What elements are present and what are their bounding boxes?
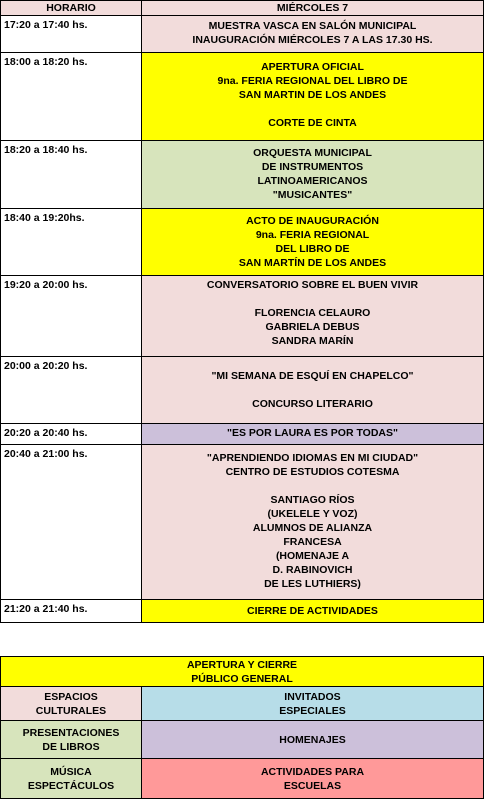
time-cell: 18:20 a 18:40 hs. (1, 141, 142, 209)
legend-line: ESCUELAS (283, 779, 342, 792)
legend-row (1, 657, 484, 687)
activity-line (142, 383, 483, 397)
schedule-row (1, 141, 484, 209)
legend-espacios-culturales (1, 687, 142, 721)
activity-line: SAN MARTÍN DE LOS ANDES (238, 257, 387, 269)
legend-line: APERTURA Y CIERRE (186, 658, 298, 671)
activity-line: APERTURA OFICIAL (261, 61, 364, 73)
activity-cell (142, 357, 484, 424)
time-cell: 18:00 a 18:20 hs. (1, 53, 142, 141)
activity-cell (142, 276, 484, 357)
legend-apertura-cierre (1, 657, 484, 687)
activity-line: ACTO DE INAUGURACIÓN (246, 215, 379, 227)
activity-line: FRANCESA (283, 536, 342, 548)
activity-line (142, 292, 483, 306)
activity-line: SANDRA MARÍN (271, 335, 354, 347)
activity-line: "MI SEMANA DE ESQUÍ EN CHAPELCO" (211, 370, 414, 382)
legend-line: CULTURALES (35, 704, 107, 717)
legend-line: PRESENTACIONES (22, 726, 120, 739)
schedule-row (1, 209, 484, 276)
activity-line: FLORENCIA CELAURO (254, 307, 371, 319)
activity-cell (142, 16, 484, 53)
schedule-row (1, 445, 484, 600)
activity-line: (UKELELE Y VOZ) (267, 508, 358, 520)
activity-line: "APRENDIENDO IDIOMAS EN MI CIUDAD" (206, 452, 419, 464)
legend-musica-espectaculos (1, 759, 142, 799)
legend-line: ACTIVIDADES PARA (260, 765, 365, 778)
legend-line: HOMENAJES (279, 733, 346, 746)
activity-cell (142, 209, 484, 276)
activity-line: (HOMENAJE A (275, 550, 350, 562)
activity-line (142, 479, 483, 493)
time-column-header: HORARIO (1, 1, 142, 16)
legend-row (1, 721, 484, 759)
activity-line: MUESTRA VASCA EN SALÓN MUNICIPAL (208, 20, 417, 32)
legend-presentaciones-libros (1, 721, 142, 759)
schedule-row (1, 600, 484, 623)
schedule-row (1, 424, 484, 445)
activity-cell (142, 424, 484, 445)
legend-line: ESPACIOS (44, 690, 98, 703)
legend-line: INVITADOS (284, 690, 341, 703)
activity-line: DE LES LUTHIERS) (264, 578, 361, 590)
activity-line: SANTIAGO RÍOS (270, 494, 355, 506)
time-cell: 20:40 a 21:00 hs. (1, 445, 142, 600)
activity-line: ORQUESTA MUNICIPAL (253, 147, 372, 159)
day-column-header: MIÉRCOLES 7 (142, 1, 484, 16)
activity-line: CORTE DE CINTA (268, 117, 357, 129)
activity-line: D. RABINOVICH (272, 564, 353, 576)
activity-line: CONVERSATORIO SOBRE EL BUEN VIVIR (206, 279, 419, 291)
activity-line: DE INSTRUMENTOS (261, 161, 364, 173)
schedule-row (1, 276, 484, 357)
schedule-row (1, 53, 484, 141)
activity-line: 9na. FERIA REGIONAL (255, 229, 370, 241)
activity-line: "ES POR LAURA ES POR TODAS" (227, 427, 398, 439)
activity-line: CONCURSO LITERARIO (252, 398, 373, 410)
activity-line: LATINOAMERICANOS (257, 175, 368, 187)
time-cell: 20:00 a 20:20 hs. (1, 357, 142, 424)
activity-cell (142, 445, 484, 600)
legend-actividades-escuelas (142, 759, 484, 799)
legend-line: ESPECTÁCULOS (27, 779, 115, 792)
activity-line (142, 102, 483, 116)
legend-line: DE LIBROS (42, 740, 100, 753)
legend-line: MÚSICA (50, 765, 92, 778)
activity-line: INAUGURACIÓN MIÉRCOLES 7 A LAS 17.30 HS. (192, 34, 433, 46)
legend-line: ESPECIALES (279, 704, 346, 717)
legend-line: PÚBLICO GENERAL (191, 672, 293, 685)
time-cell: 18:40 a 19:20hs. (1, 209, 142, 276)
legend-invitados-especiales (142, 687, 484, 721)
time-cell: 20:20 a 20:40 hs. (1, 424, 142, 445)
activity-line: "MUSICANTES" (272, 189, 353, 201)
activity-line: 9na. FERIA REGIONAL DEL LIBRO DE (217, 75, 408, 87)
activity-line: ALUMNOS DE ALIANZA (252, 522, 373, 534)
header-row (1, 1, 484, 16)
time-cell: 21:20 a 21:40 hs. (1, 600, 142, 623)
activity-line: SAN MARTIN DE LOS ANDES (238, 89, 387, 101)
activity-line: CENTRO DE ESTUDIOS COTESMA (225, 466, 400, 478)
activity-cell (142, 53, 484, 141)
activity-cell (142, 141, 484, 209)
schedule-row (1, 16, 484, 53)
schedule-row (1, 357, 484, 424)
activity-cell (142, 600, 484, 623)
legend-homenajes (142, 721, 484, 759)
activity-line: DEL LIBRO DE (275, 243, 350, 255)
time-cell: 19:20 a 20:00 hs. (1, 276, 142, 357)
time-cell: 17:20 a 17:40 hs. (1, 16, 142, 53)
legend-row (1, 687, 484, 721)
activity-line: CIERRE DE ACTIVIDADES (247, 605, 378, 617)
legend-table (0, 656, 484, 799)
activity-line: GABRIELA DEBUS (265, 321, 360, 333)
legend-row (1, 759, 484, 799)
